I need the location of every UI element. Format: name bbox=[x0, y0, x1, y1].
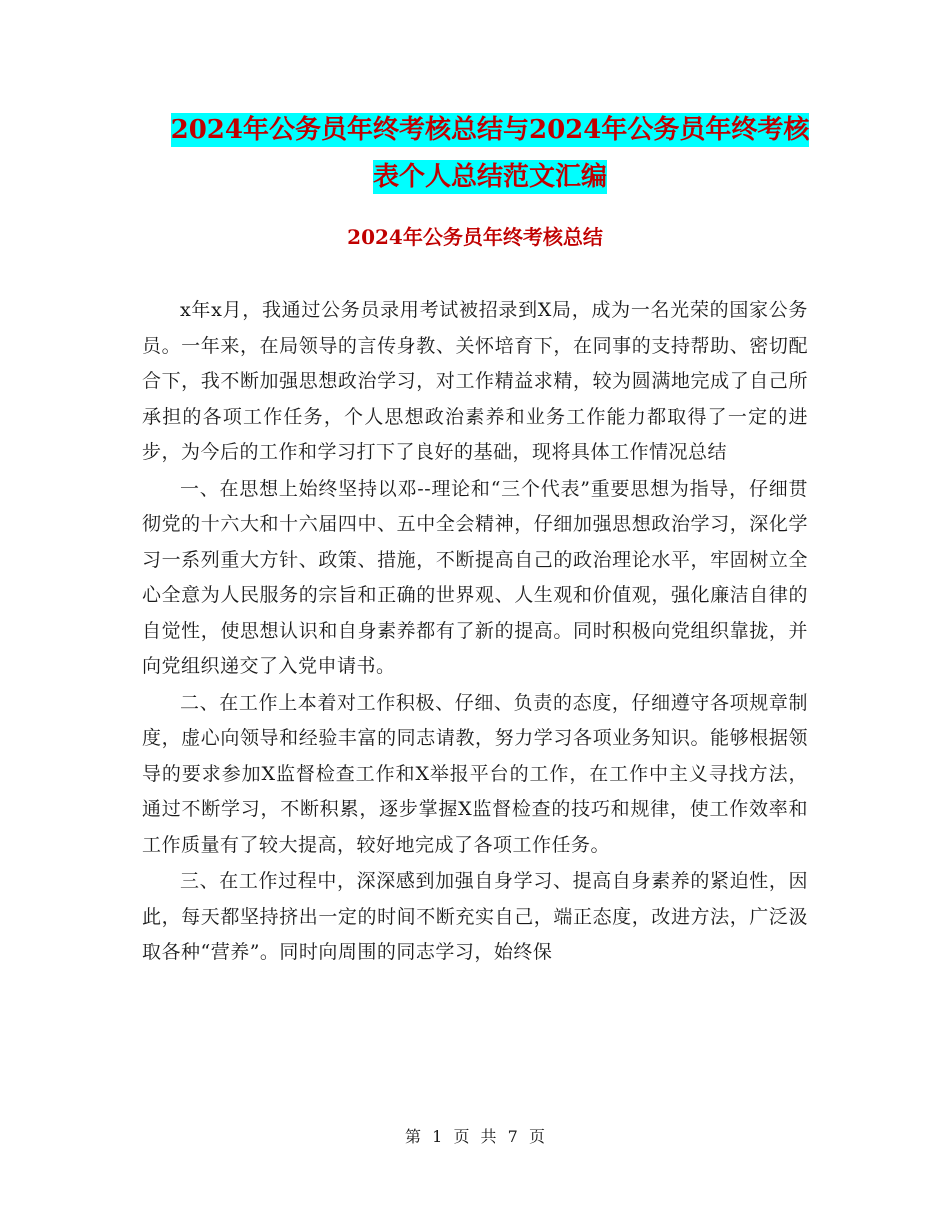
body-text bbox=[142, 293, 808, 972]
footer-suffix: 页 bbox=[528, 1127, 545, 1146]
footer-prefix: 第 bbox=[405, 1127, 422, 1146]
paragraph-3: 三、在工作过程中，深深感到加强自身学习、提高自身素养的紧迫性，因此，每天都坚持挤出一定的时间不断充实自己，端正态度，改进方法，广泛汲取各种“营养”。同时向周围的同志学习，始终保 bbox=[142, 870, 808, 963]
document-title-line2: 表个人总结范文汇编 bbox=[372, 162, 607, 192]
footer-current-page: 1 bbox=[432, 1127, 443, 1146]
footer-total-pages: 7 bbox=[507, 1127, 518, 1146]
document-title bbox=[140, 107, 840, 201]
paragraph-2: 二、在工作上本着对工作积极、仔细、负责的态度，仔细遵守各项规章制度，虚心向领导和经验丰富的同志请教，努力学习各项业务知识。能够根据领导的要求参加X监督检查工作和X举报平台的工作，在工作中主义寻找方法，通过不断学习，不断积累，逐步掌握X监督检查的技巧和规律，使工作效率和工作质量有了较大提高，较好地完成了各项工作任务。 bbox=[142, 691, 808, 856]
document-title-line1: 2024年公务员年终考核总结与2024年公务员年终考核 bbox=[170, 115, 810, 145]
section-title: 2024年公务员年终考核总结 bbox=[347, 225, 603, 249]
paragraph-1: 一、在思想上始终坚持以邓--理论和“三个代表”重要思想为指导，仔细贯彻党的十六大和十六届四中、五中全会精神，仔细加强思想政治学习，深化学习一系列重大方针、政策、措施，不断提高自己的政治理论水平，牢固树立全心全意为人民服务的宗旨和正确的世界观、人生观和价值观，强化廉洁自律的自觉性，使思想认识和自身素养都有了新的提高。同时积极向党组织靠拢，并向党组织递交了入党申请书。 bbox=[142, 477, 808, 677]
footer-total-prefix: 共 bbox=[480, 1127, 497, 1146]
paragraph-intro: x年x月，我通过公务员录用考试被招录到X局，成为一名光荣的国家公务员。一年来，在局领导的言传身教、关怀培育下，在同事的支持帮助、密切配合下，我不断加强思想政治学习，对工作精益求精，较为圆满地完成了自己所承担的各项工作任务，个人思想政治素养和业务工作能力都取得了一定的进步，为今后的工作和学习打下了良好的基础，现将具体工作情况总结 bbox=[142, 299, 808, 463]
page-footer bbox=[0, 1125, 950, 1149]
footer-page-mid: 页 bbox=[453, 1127, 470, 1146]
